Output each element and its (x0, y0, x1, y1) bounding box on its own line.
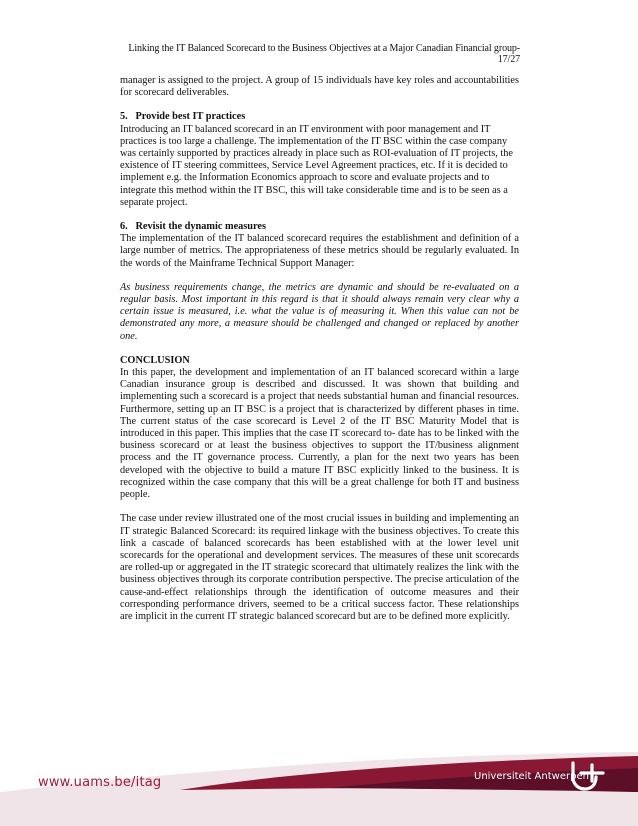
section-5-title: Provide best IT practices (135, 111, 246, 123)
intro-paragraph: manager is assigned to the project. A group of 15 individuals have key roles and accountabilities for scorecard deliverables. (120, 75, 519, 99)
conclusion-paragraph-1: In this paper, the development and implementation of an IT balanced scorecard within a large Canadian insurance group is described and discussed. It was shown that building and implementing such a scorecard is a project that needs substantial human and financial resources. Furthermore, setting up an IT BSC is a project that is characterized by different phases in time. The current status of the case scorecard is Level 2 of the IT BSC Maturity Model that is introduced in this paper. This implies that the case IT scorecard to- date has to be linked with the business scorecard or at least the business objectives to support the IT/business alignment process and the IT governance process. Currently, a plan for the next two years has been developed with the objective to build a mature IT BSC explicitly linked to the business. It is recognized within the case company that this will be a great challenge for both IT and business people. (120, 367, 519, 501)
section-6-number: 6. (120, 221, 128, 233)
section-5-text: Introducing an IT balanced scorecard in an IT environment with poor management and IT practices is too large a challenge. The implementation of the IT BSC within the case company was certainly supported by practices already in place such as ROI-evaluation of IT projects, the existence of IT steering committees, Service Level Agreement practices, etc. If it is decided to implement e.g. the Information Economics approach to score and evaluate projects and to integrate this method within the IT BSC, this will take considerable time and is to be seen as a separate project. (120, 123, 513, 208)
section-5-number: 5. (120, 111, 128, 123)
section-6-text: The implementation of the IT balanced scorecard requires the establishment and definition of a large number of metrics. The appropriateness of these metrics should be regularly evaluated. In the words of the Mainframe Technical Support Manager: (120, 233, 519, 269)
section-5-heading (120, 111, 519, 123)
main-content (120, 75, 519, 623)
footer-university-name: Universiteit Antwerpen (474, 771, 589, 782)
manager-quote: As business requirements change, the metrics are dynamic and should be re-evaluated on a regular basis. Most important in this regard is that it should always remain very clear why a certain issue is measured, i.e. what the value is of measuring it. When this value can not be demonstrated any more, a measure should be challenged and changed or replaced by another one. (120, 281, 519, 342)
conclusion-paragraph-2: The case under review illustrated one of the most crucial issues in building and implementing an IT strategic Balanced Scorecard: its required linkage with the business objectives. To create this link a cascade of balanced scorecards has been established with at the lower level unit scorecards for the operational and development services. The measures of these unit scorecards are rolled-up or aggregated in the IT strategic scorecard that ultimately realizes the link with the business objectives through its corporate contribution perspective. The precise articulation of the cause-and-effect relationships through the identification of outcome measures and their corresponding performance drivers, seemed to be a critical success factor. These relationships are implicit in the current IT strategic balanced scorecard but are to be defined more explicitly. (120, 513, 519, 622)
conclusion-heading: CONCLUSION (120, 354, 190, 366)
section-6-title: Revisit the dynamic measures (135, 221, 266, 233)
running-header: Linking the IT Balanced Scorecard to the Business Objectives at a Major Canadian Financial group-17/27 (128, 43, 520, 65)
footer-url: www.uams.be/itag (38, 775, 162, 790)
university-antwerpen-logo-icon (569, 759, 605, 793)
section-6-heading (120, 221, 519, 233)
